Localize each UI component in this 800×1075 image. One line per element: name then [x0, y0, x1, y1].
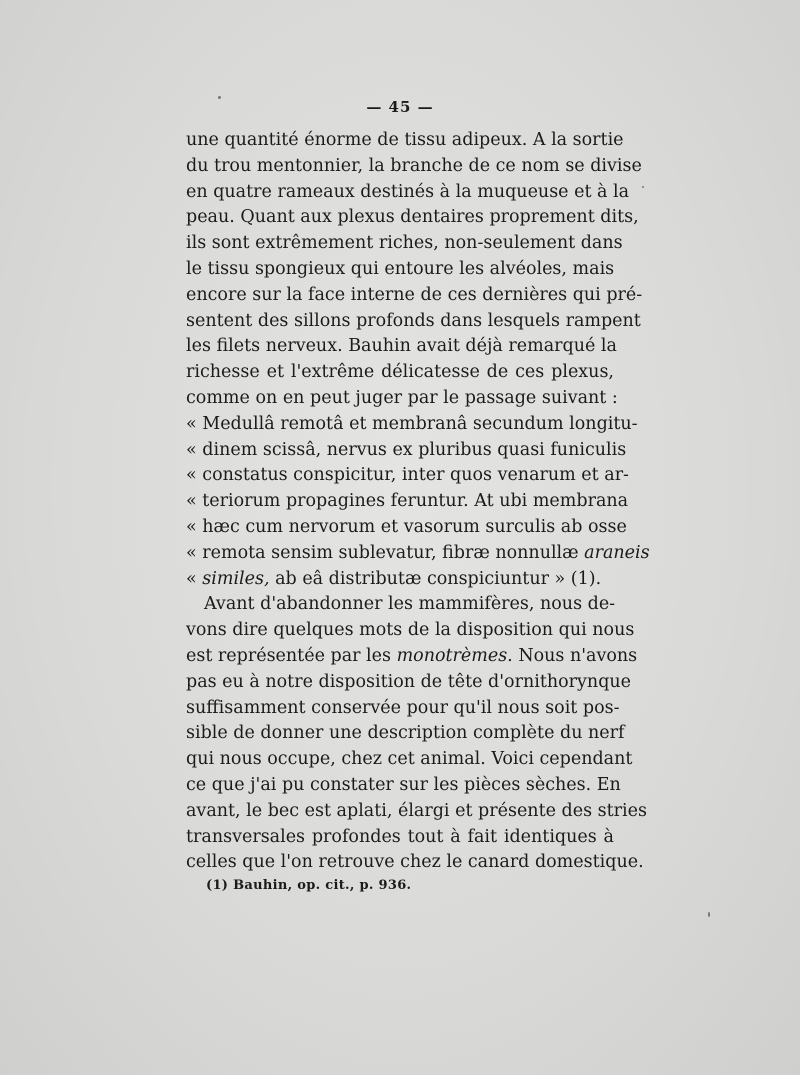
text-line: encore sur la face interne de ces dernières qui pré- [186, 284, 643, 305]
paper-speck [642, 186, 644, 188]
text-span: est représentée par les [186, 645, 397, 666]
italic-word: monotrèmes. [396, 645, 513, 666]
text-line: « constatus conspicitur, inter quos venarum et ar- [186, 465, 629, 486]
paragraph-1 [186, 128, 650, 592]
text-line: « teriorum propagines feruntur. At ubi membrana [186, 491, 629, 512]
text-line: sible de donner une description complète du nerf [186, 723, 625, 744]
text-line: « Medullâ remotâ et membranâ secundum longitu- [186, 413, 638, 434]
text-line: transversales profondes tout à fait identiques à [186, 826, 614, 847]
page-number: — 45 — [366, 98, 434, 116]
text-line: pas eu à notre disposition de tête d'ornithorynque [186, 671, 632, 692]
text-line: avant, le bec est aplati, élargi et présente des stries [186, 800, 647, 821]
text-line: le tissu spongieux qui entoure les alvéoles, mais [186, 258, 615, 279]
text-span: « [186, 568, 203, 589]
text-span: « remota sensim sublevatur, fibræ nonnullæ [186, 542, 585, 563]
text-line: une quantité énorme de tissu adipeux. A la sortie [186, 130, 624, 150]
text-line: vons dire quelques mots de la disposition qui nous [186, 620, 635, 641]
text-line: en quatre rameaux destinés à la muqueuse et à la [186, 181, 630, 202]
paragraph-2 [186, 592, 647, 876]
italic-word: similes, [202, 568, 270, 589]
text-line: suffisamment conservée pour qu'il nous soit pos- [186, 697, 620, 718]
text-line: les filets nerveux. Bauhin avait déjà remarqué la [186, 336, 617, 357]
paper-speck [218, 96, 221, 99]
text-span: Nous n'avons [512, 645, 638, 666]
text-line: ils sont extrêmement riches, non-seulement dans [186, 233, 623, 254]
text-line [186, 541, 650, 567]
text-line: comme on en peut juger par le passage suivant : [186, 387, 618, 408]
footnote: (1) Bauhin, op. cit., p. 936. [206, 878, 412, 893]
text-line [186, 567, 614, 593]
text-line [186, 644, 638, 670]
text-line: ce que j'ai pu constater sur les pièces sèches. En [186, 774, 621, 795]
text-line: Avant d'abandonner les mammifères, nous de- [204, 594, 616, 615]
italic-word: araneis [584, 542, 650, 563]
text-line: peau. Quant aux plexus dentaires proprement dits, [186, 207, 639, 228]
paper-speck [708, 912, 710, 917]
text-line: celles que l'on retrouve chez le canard domestique. [186, 852, 644, 873]
text-line: « hæc cum nervorum et vasorum surculis ab osse [186, 516, 627, 537]
text-line: « dinem scissâ, nervus ex pluribus quasi funiculis [186, 439, 627, 460]
text-line: sentent des sillons profonds dans lesquels rampent [186, 310, 641, 331]
text-span: ab eâ distributæ conspiciuntur » (1). [275, 568, 602, 589]
text-line: qui nous occupe, chez cet animal. Voici cependant [186, 749, 633, 770]
text-line: richesse et l'extrême délicatesse de ces plexus, [186, 362, 614, 383]
body-text [186, 128, 650, 876]
text-line: du trou mentonnier, la branche de ce nom se divise [186, 155, 642, 176]
